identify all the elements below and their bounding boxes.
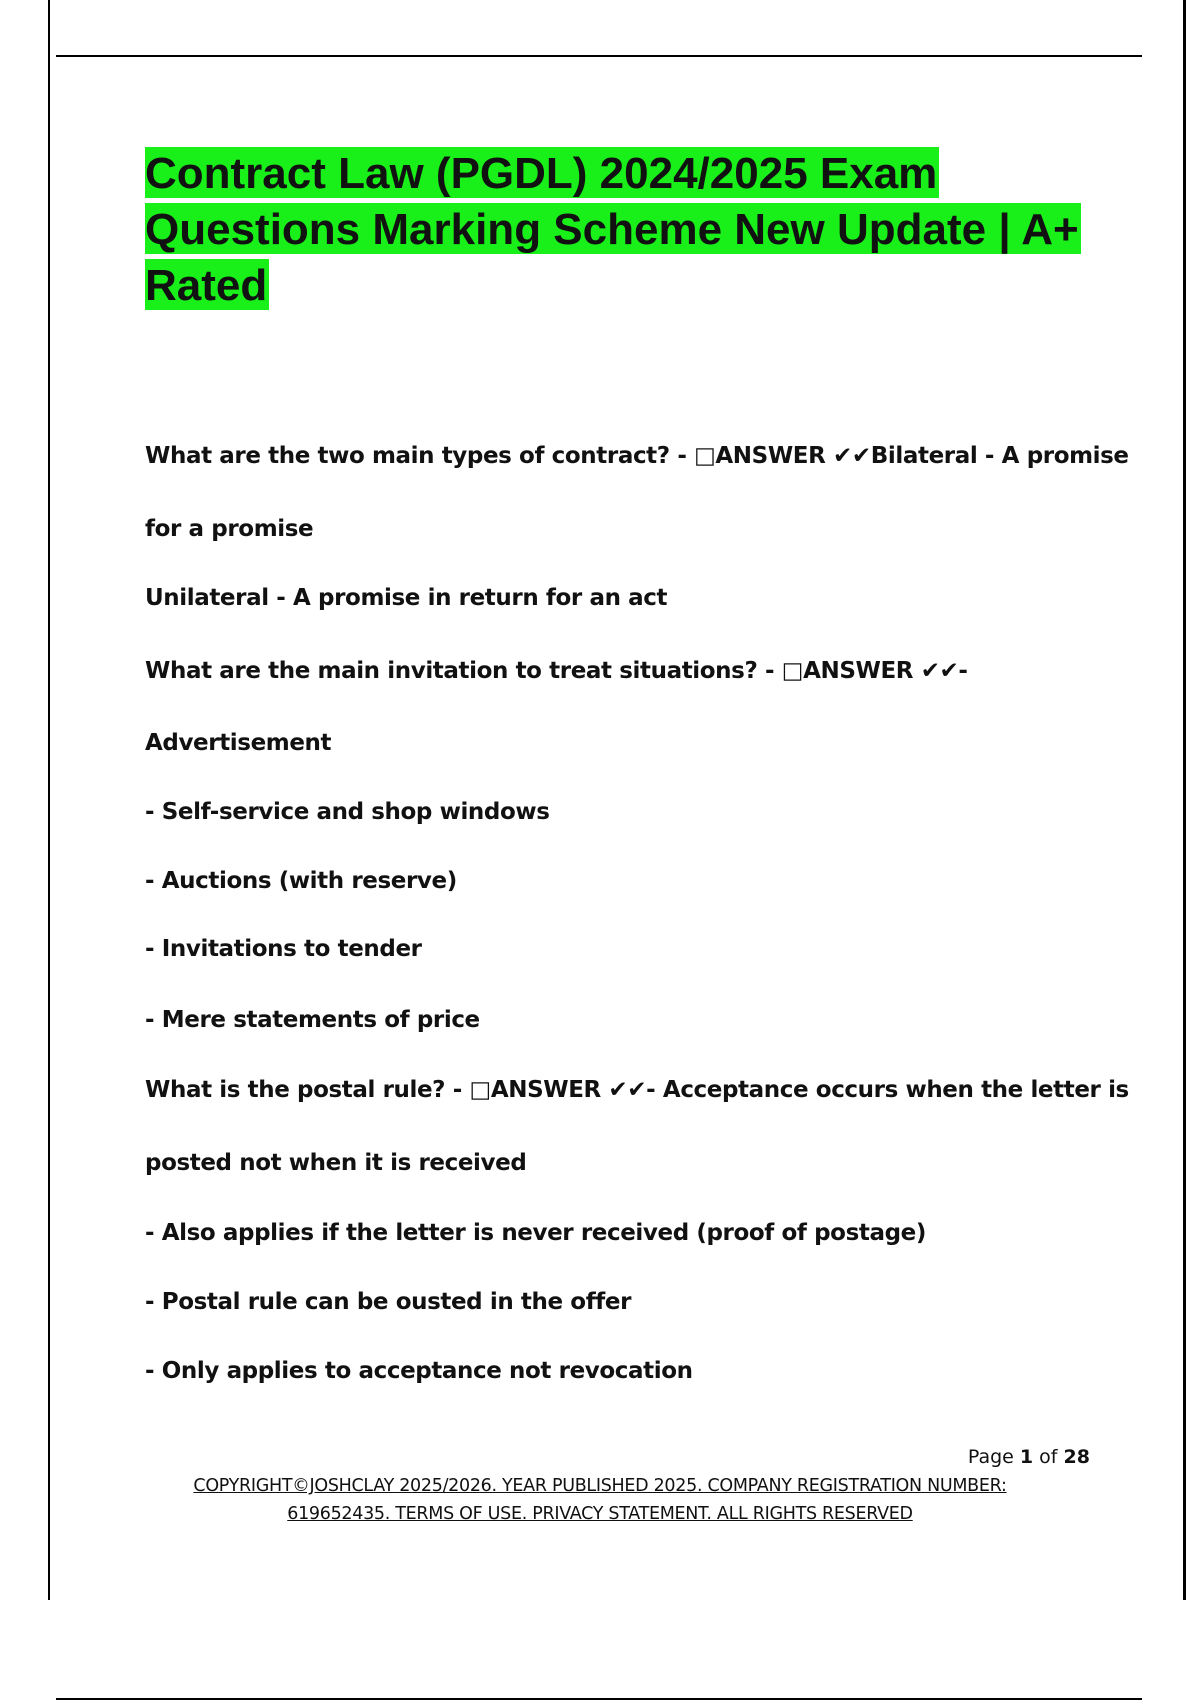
body-line: Advertisement [145,730,332,756]
copyright-notice [150,1472,1050,1528]
body-line: - Auctions (with reserve) [145,868,457,894]
body-line: - Only applies to acceptance not revocation [145,1358,693,1384]
body-line: What is the postal rule? - □ANSWER ✔✔- Acceptance occurs when the letter is [145,1077,1129,1103]
left-border [48,0,50,1600]
top-rule [56,55,1142,57]
body-line: What are the two main types of contract? - □ANSWER ✔✔Bilateral - A promise [145,443,1129,469]
page-label: Page [967,1446,1014,1468]
body-line: - Also applies if the letter is never received (proof of postage) [145,1220,926,1246]
document-title [145,146,1095,314]
body-line: What are the main invitation to treat situations? - □ANSWER ✔✔- [145,658,968,684]
body-line: posted not when it is received [145,1150,527,1176]
body-line: - Postal rule can be ousted in the offer [145,1289,632,1315]
body-line: - Mere statements of price [145,1007,480,1033]
body-line: - Invitations to tender [145,936,422,962]
total-pages: 28 [1063,1446,1090,1468]
of-label: of [1039,1446,1058,1468]
right-border [1183,0,1186,1600]
current-page: 1 [1019,1446,1034,1468]
document-title-text: Contract Law (PGDL) 2024/2025 Exam Questions Marking Scheme New Update | A+ Rated [145,149,1079,310]
body-line: for a promise [145,516,314,542]
copyright-line-2: 619652435. TERMS OF USE. PRIVACY STATEMENT. ALL RIGHTS RESERVED [287,1504,913,1524]
copyright-line-1: COPYRIGHT©JOSHCLAY 2025/2026. YEAR PUBLISHED 2025. COMPANY REGISTRATION NUMBER: [193,1476,1007,1496]
page-number [930,1446,1090,1468]
body-line: Unilateral - A promise in return for an act [145,585,668,611]
body-line: - Self-service and shop windows [145,799,550,825]
